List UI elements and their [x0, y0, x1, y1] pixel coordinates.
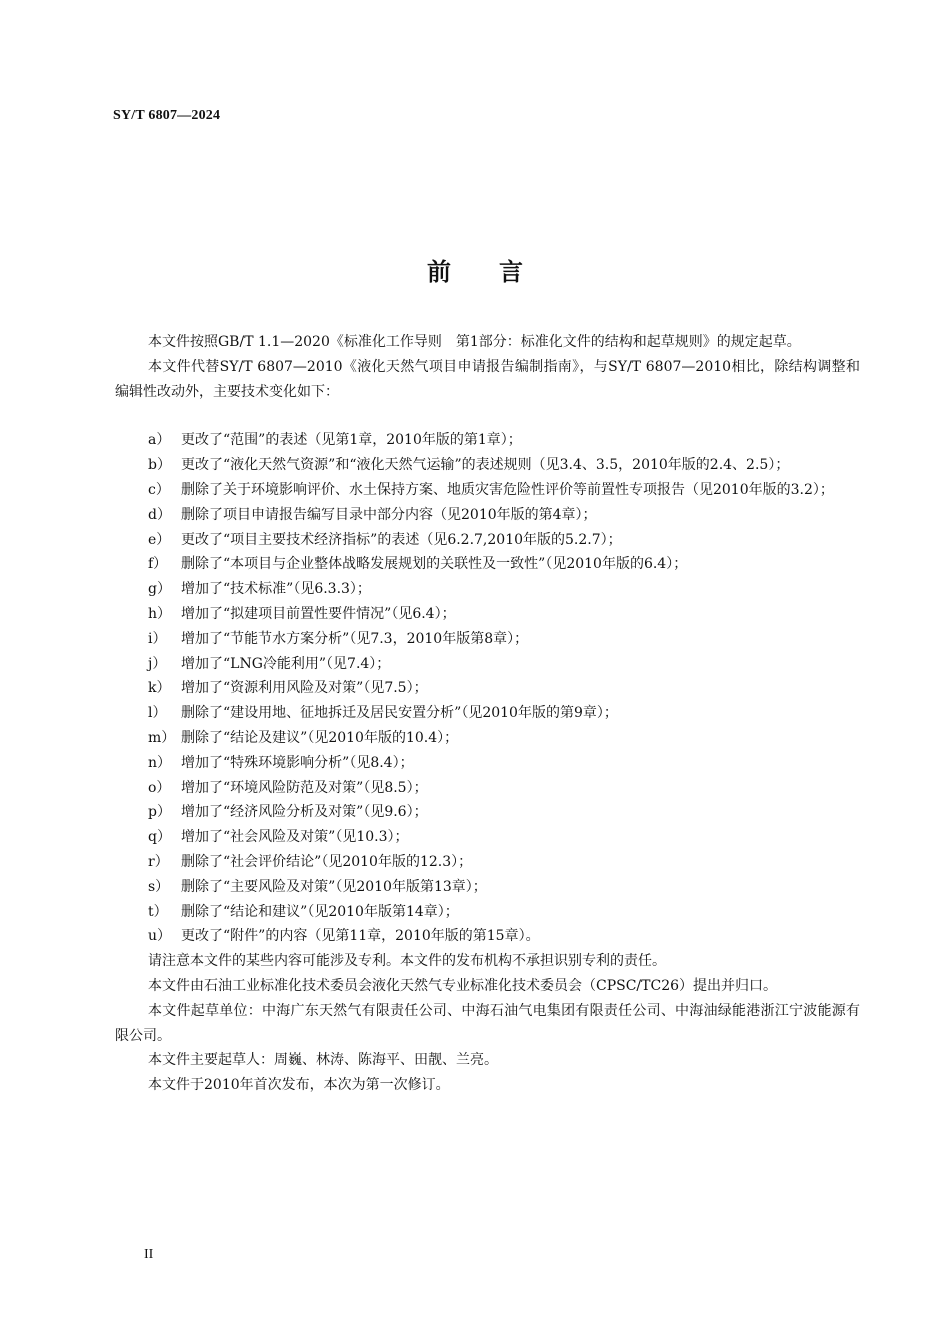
list-item	[115, 751, 860, 776]
item-text: 更改了“范围”的表述（见第1章，2010年版的第1章）；	[181, 432, 522, 449]
item-text: 更改了“附件”的内容（见第11章，2010年版的第15章）。	[181, 928, 540, 945]
list-item	[115, 627, 860, 652]
list-item	[115, 850, 860, 875]
list-item	[115, 577, 860, 602]
item-text: 增加了“资源利用风险及对策”（见7.5）；	[181, 680, 428, 697]
item-label: d）	[148, 506, 171, 523]
item-text: 增加了“特殊环境影响分析”（见8.4）；	[181, 754, 414, 771]
page-title: 前 言	[427, 258, 523, 286]
item-text: 增加了“经济风险分析及对策”（见9.6）；	[181, 804, 428, 821]
list-item	[115, 528, 860, 553]
item-text: 删除了关于环境影响评价、水土保持方案、地质灾害危险性评价等前置性专项报告（见2010年版的3.2）；	[181, 481, 834, 498]
item-text: 增加了“技术标准”（见6.3.3）；	[181, 581, 371, 598]
list-item	[115, 726, 860, 751]
changes-list	[115, 428, 860, 949]
item-label: r）	[148, 853, 169, 870]
item-label: q）	[148, 829, 171, 846]
item-label: p）	[148, 804, 171, 821]
page-number: II	[144, 1247, 154, 1262]
item-text: 删除了“结论及建议”（见2010年版的10.4）；	[181, 729, 459, 746]
item-text: 删除了“主要风险及对策”（见2010年版第13章）；	[181, 878, 487, 895]
release-history: 本文件于2010年首次发布，本次为第一次修订。	[148, 1077, 450, 1094]
item-text: 增加了“节能节水方案分析”（见7.3，2010年版第8章）；	[181, 630, 529, 647]
item-text: 删除了“本项目与企业整体战略发展规划的关联性及一致性”（见2010年版的6.4）；	[181, 556, 688, 573]
patent-notice: 请注意本文件的某些内容可能涉及专利。本文件的发布机构不承担识别专利的责任。	[148, 953, 666, 970]
list-item	[115, 478, 860, 503]
drafting-units: 本文件起草单位：中海广东天然气有限责任公司、中海石油气电集团有限责任公司、中海油绿能港浙江宁波能源有限公司。	[115, 1002, 860, 1044]
standard-number: SY/T 6807—2024	[113, 108, 221, 123]
list-item	[115, 875, 860, 900]
item-label: e）	[148, 531, 171, 548]
item-text: 删除了项目申请报告编写目录中部分内容（见2010年版的第4章）；	[181, 506, 597, 523]
list-item	[115, 428, 860, 453]
item-label: b）	[148, 457, 171, 474]
item-text: 更改了“项目主要技术经济指标”的表述（见6.2.7,2010年版的5.2.7）；	[181, 531, 622, 548]
list-item	[115, 453, 860, 478]
item-text: 删除了“建设用地、征地拆迁及居民安置分析”（见2010年版的第9章）；	[181, 705, 618, 722]
item-label: s）	[148, 878, 170, 895]
proposer-statement: 本文件由石油工业标准化技术委员会液化天然气专业标准化技术委员会（CPSC/TC26）提出并归口。	[148, 977, 778, 994]
item-label: a）	[148, 432, 171, 449]
intro-paragraph: 本文件代替SY/T 6807—2010《液化天然气项目申请报告编制指南》，与SY/T 6807—2010相比，除结构调整和编辑性改动外，主要技术变化如下：	[115, 358, 860, 400]
item-label: c）	[148, 481, 170, 498]
item-text: 增加了“环境风险防范及对策”（见8.5）；	[181, 779, 428, 796]
list-item	[115, 776, 860, 801]
item-text: 增加了“社会风险及对策”（见10.3）；	[181, 829, 409, 846]
item-text: 删除了“结论和建议”（见2010年版第14章）；	[181, 903, 459, 920]
item-label: u）	[148, 928, 172, 945]
item-label: j）	[148, 655, 167, 672]
list-item	[115, 825, 860, 850]
item-text: 更改了“液化天然气资源”和“液化天然气运输”的表述规则（见3.4、3.5，2010年版的2.4、2.5）；	[181, 457, 790, 474]
item-label: o）	[148, 779, 171, 796]
item-text: 增加了“拟建项目前置性要件情况”（见6.4）；	[181, 605, 456, 622]
item-label: h）	[148, 605, 172, 622]
foreword-body	[115, 330, 860, 1098]
list-item	[115, 701, 860, 726]
item-label: l）	[148, 705, 167, 722]
list-item	[115, 924, 860, 949]
list-item	[115, 552, 860, 577]
drafters: 本文件主要起草人：周巍、林涛、陈海平、田靓、兰亮。	[148, 1052, 498, 1069]
item-label: g）	[148, 581, 171, 598]
list-item	[115, 503, 860, 528]
item-label: k）	[148, 680, 171, 697]
item-label: i）	[148, 630, 167, 647]
list-item	[115, 676, 860, 701]
item-label: m）	[148, 729, 176, 746]
item-label: t）	[148, 903, 168, 920]
list-item	[115, 800, 860, 825]
item-label: f）	[148, 556, 168, 573]
list-item	[115, 602, 860, 627]
item-label: n）	[148, 754, 172, 771]
list-item	[115, 900, 860, 925]
intro-paragraph: 本文件按照GB/T 1.1—2020《标准化工作导则 第1部分：标准化文件的结构和起草规则》的规定起草。	[148, 334, 801, 350]
item-text: 增加了“LNG冷能利用”（见7.4）；	[181, 655, 391, 672]
item-text: 删除了“社会评价结论”（见2010年版的12.3）；	[181, 853, 473, 870]
list-item	[115, 652, 860, 677]
